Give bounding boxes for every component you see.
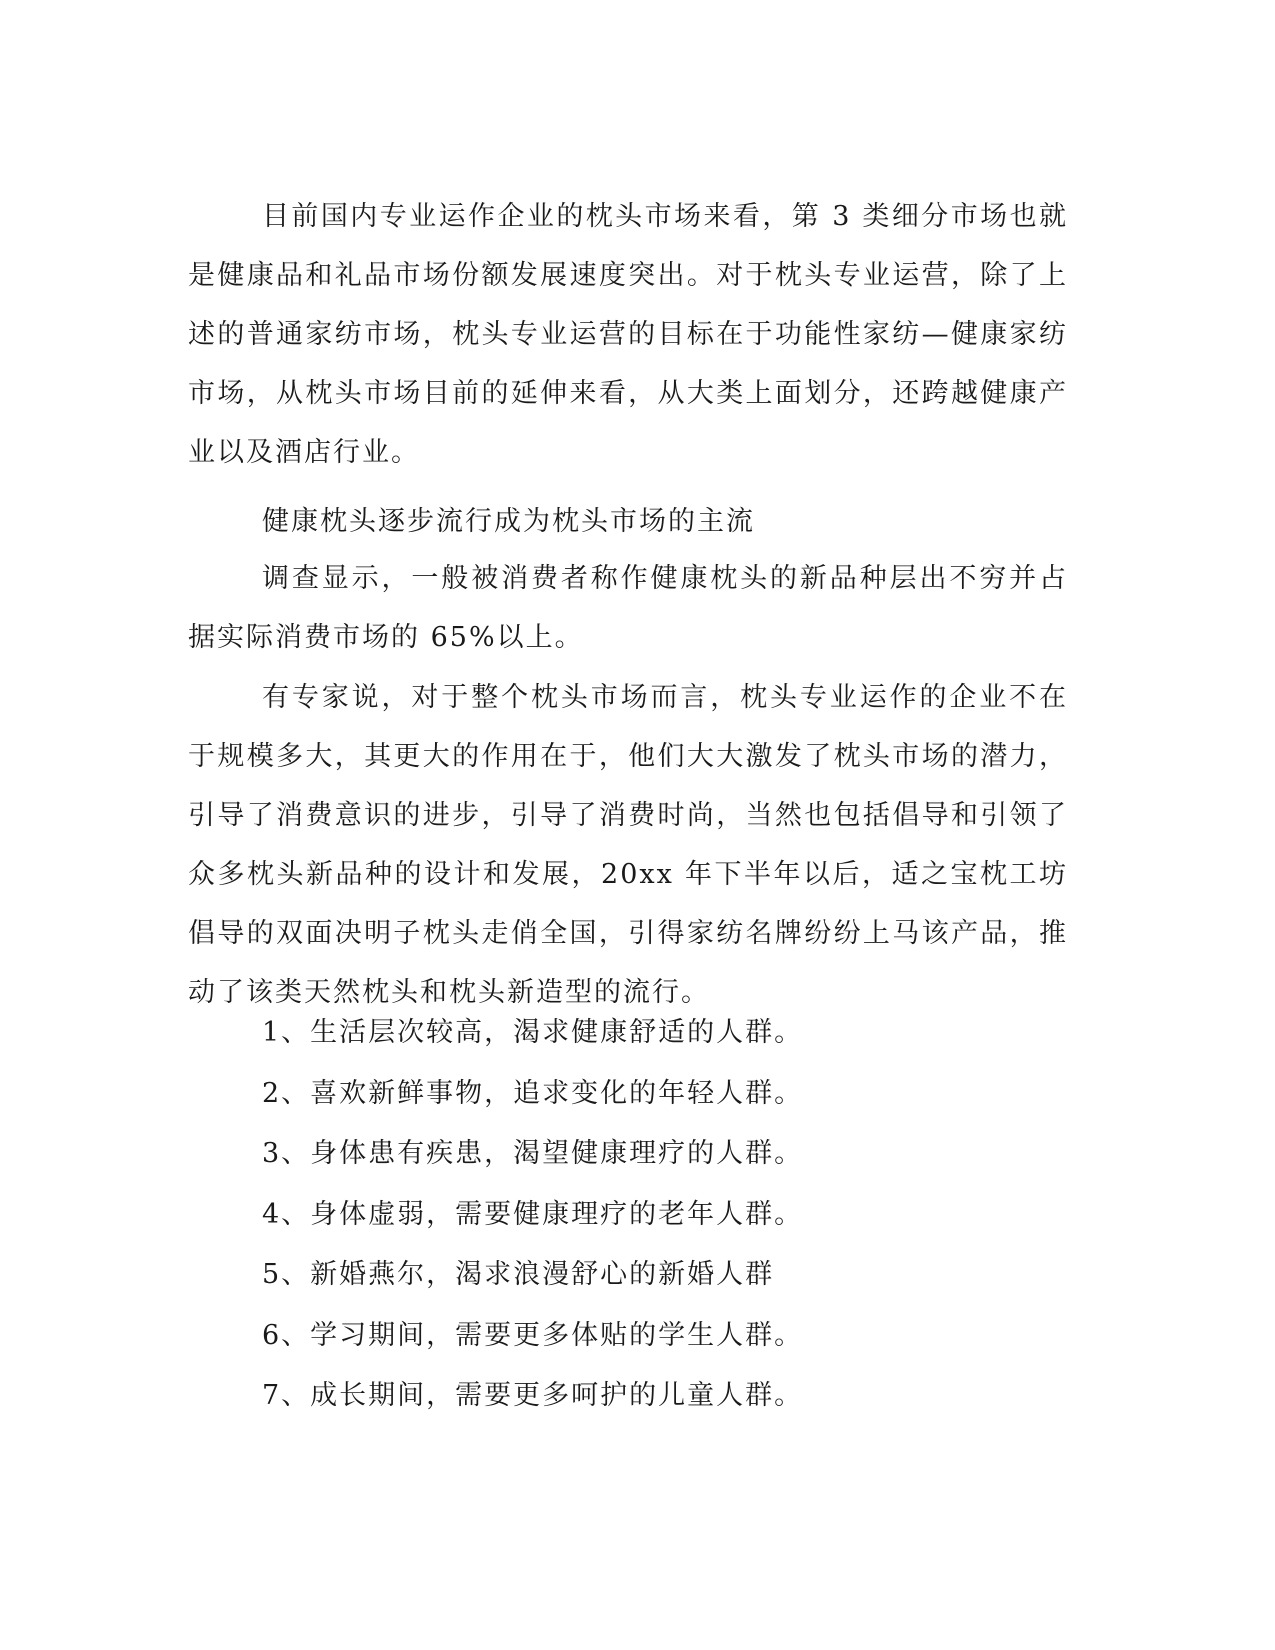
list-item: 1、生活层次较高，渴求健康舒适的人群。 — [262, 1017, 804, 1048]
section-heading-healthy-pillows: 健康枕头逐步流行成为枕头市场的主流 — [262, 506, 755, 537]
list-item: 2、喜欢新鲜事物，追求变化的年轻人群。 — [262, 1077, 804, 1109]
list-item: 7、成长期间，需要更多呵护的儿童人群。 — [262, 1380, 804, 1411]
list-item: 6、学习期间，需要更多体贴的学生人群。 — [262, 1319, 804, 1351]
list-item: 4、身体虚弱，需要健康理疗的老年人群。 — [262, 1198, 804, 1230]
paragraph-expert-opinion: 有专家说，对于整个枕头市场而言，枕头专业运作的企业不在于规模多大，其更大的作用在于，他们大大激发了枕头市场的潜力，引导了消费意识的进步，引导了消费时尚，当然也包括倡导和引领了众多枕头新品种的设计和发展，20xx 年下半年以后，适之宝枕工坊倡导的双面决明子枕头走俏全国，引得家纺名牌纷纷上马该产品，推动了该类天然枕头和枕头新造型的流行。 — [188, 682, 1068, 1008]
list-item: 5、新婚燕尔，渴求浪漫舒心的新婚人群 — [262, 1259, 775, 1290]
target-groups-list — [188, 1003, 1068, 1427]
paragraph-survey: 调查显示，一般被消费者称作健康枕头的新品种层出不穷并占据实际消费市场的 65%以上。 — [188, 563, 1068, 653]
list-item: 3、身体患有疾患，渴望健康理疗的人群。 — [262, 1138, 804, 1169]
paragraph-market-segments: 目前国内专业运作企业的枕头市场来看，第 3 类细分市场也就是健康品和礼品市场份额发展速度突出。对于枕头专业运营，除了上述的普通家纺市场，枕头专业运营的目标在于功能性家纺—健康家纺市场，从枕头市场目前的延伸来看，从大类上面划分，还跨越健康产业以及酒店行业。 — [188, 201, 1068, 468]
